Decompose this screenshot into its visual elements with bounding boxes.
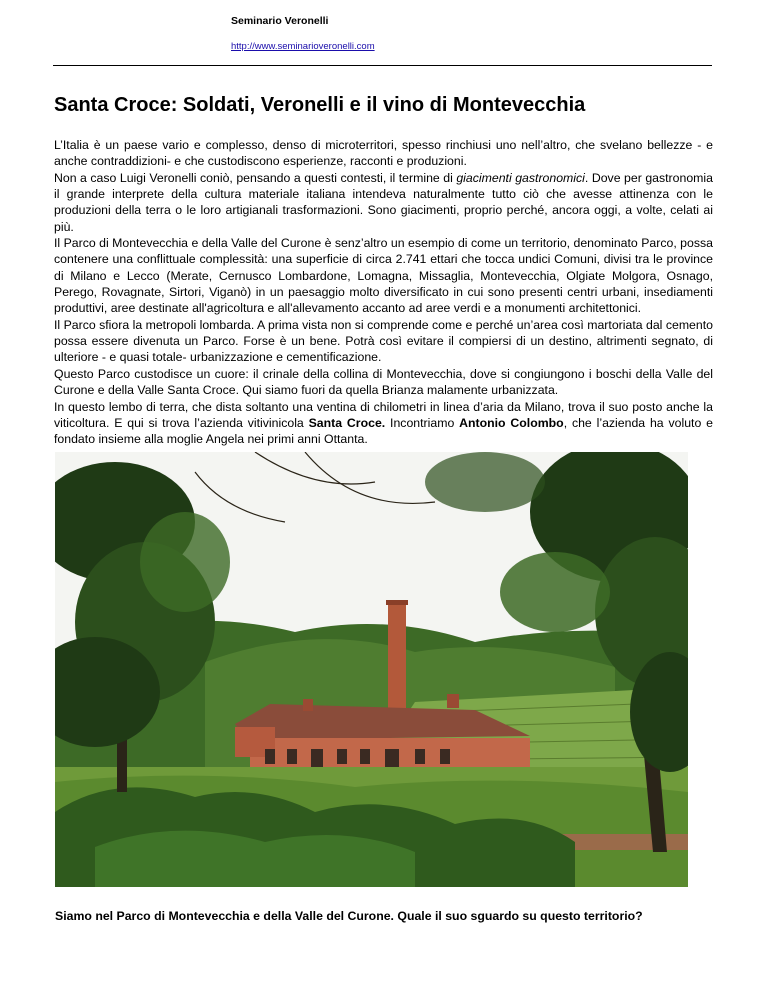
header-divider <box>53 65 712 66</box>
winery-photo <box>55 452 688 887</box>
site-name: Seminario Veronelli <box>231 15 329 27</box>
paragraph-4: Il Parco sfiora la metropoli lombarda. A prima vista non si comprende come e perché un’area così martoriata dal cemento possa essere divenuta un Parco. Forse è un bene. Potrà così evitare il compiersi di un destino, altrimenti segnato, di ulteriore - e quasi totale- urbanizzazione e cementificazione. <box>54 317 713 365</box>
paragraph-5: Questo Parco custodisce un cuore: il crinale della collina di Montevecchia, dove si congiungono i boschi della Valle del Curone e della Valle Santa Croce. Qui siamo fuori da quella Brianza malamente urbanizzata. <box>54 366 713 398</box>
article-body <box>54 137 713 448</box>
article-title: Santa Croce: Soldati, Veronelli e il vino di Montevecchia <box>54 94 586 116</box>
site-url-link[interactable]: http://www.seminarioveronelli.com <box>231 41 375 52</box>
bold-antonio-colombo: Antonio Colombo <box>459 415 564 430</box>
photo-chimney <box>388 602 406 720</box>
paragraph-6: In questo lembo di terra, che dista soltanto una ventina di chilometri in linea d’aria da Milano, trova il suo posto anche la viticoltura. E qui si trova l’azienda vitivinicola Santa Croce. Incontriamo Antonio Colombo, che l’azienda ha voluto e fondato insieme alla moglie Angela nei primi anni Ottanta. <box>54 399 713 447</box>
bold-santa-croce: Santa Croce. <box>308 415 386 430</box>
paragraph-3: Il Parco di Montevecchia e della Valle del Curone è senz’altro un esempio di come un territorio, denominato Parco, possa contenere una conflittuale complessità: una superficie di circa 2.741 ettari che tocca undici Comuni, divisi tra le province di Milano e Lecco (Merate, Cernusco Lombardone, Lomagna, Missaglia, Montevecchia, Olgiate Molgora, Osnago, Perego, Rovagnate, Sirtori, Viganò) in un paesaggio molto diversificato in cui sono presenti centri urbani, insediamenti produttivi, aree destinate all'agricoltura e all'allevamento accanto ad aree verdi e a monumenti architettonici. <box>54 236 713 316</box>
emphasis-giacimenti: giacimenti gastronomici <box>456 170 585 185</box>
paragraph-1: L’Italia è un paese vario e complesso, denso di microterritori, spesso rinchiusi uno nell’altro, che svelano bellezze - e anche contraddizioni- e che custodiscono esperienze, racconti e produzioni. <box>54 138 713 169</box>
paragraph-2: Non a caso Luigi Veronelli coniò, pensando a questi contesti, il termine di giacimenti gastronomici. Dove per gastronomia il grande interprete della cultura materiale italiana intendeva naturalmente tutto ciò che avesse attinenza con le produzioni della terra o le loro artigianali trasformazioni. Sono giacimenti, proprio perché, ancora oggi, a volte, celati ai più. <box>54 170 713 234</box>
photo-caption: Siamo nel Parco di Montevecchia e della Valle del Curone. Quale il suo sguardo su questo territorio? <box>55 909 643 923</box>
